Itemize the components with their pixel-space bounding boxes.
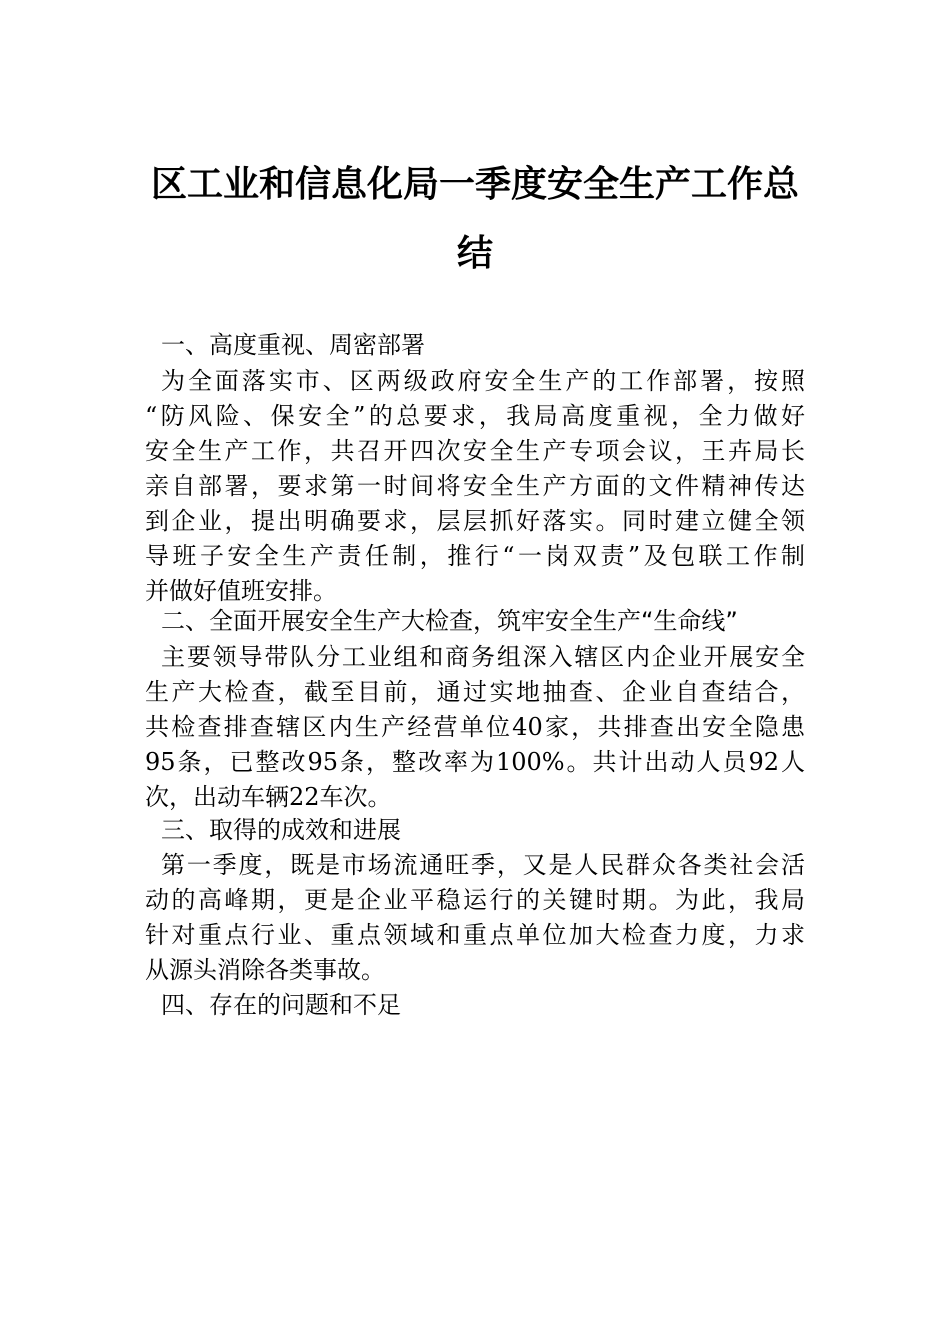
section-2-line: 主要领导带队分工业组和商务组深入辖区内企业开展安全 (161, 643, 805, 671)
section-heading-2: 二、全面开展安全生产大检查，筑牢安全生产“生命线” (161, 607, 738, 635)
section-1-line: 为全面落实市、区两级政府安全生产的工作部署，按照 (161, 367, 805, 395)
page-title-continued: 结 (456, 232, 493, 274)
section-3-line: 动的高峰期，更是企业平稳运行的关键时期。为此，我局 (145, 886, 805, 914)
section-1-line: 导班子安全生产责任制，推行“一岗双责”及包联工作制 (145, 542, 805, 570)
section-3-line: 针对重点行业、重点领域和重点单位加大检查力度，力求 (145, 921, 805, 949)
section-1-line: 到企业，提出明确要求，层层抓好落实。同时建立健全领 (145, 507, 805, 535)
section-3-line: 从源头消除各类事故。 (145, 956, 385, 984)
section-2-line: 95条，已整改95条，整改率为100%。共计出动人员92人 (145, 748, 805, 776)
section-2-line: 生产大检查，截至目前，通过实地抽查、企业自查结合， (145, 678, 805, 706)
section-heading-1: 一、高度重视、周密部署 (161, 331, 425, 359)
section-heading-4: 四、存在的问题和不足 (161, 991, 401, 1019)
section-3-line: 第一季度，既是市场流通旺季，又是人民群众各类社会活 (161, 851, 805, 879)
section-1-line: 安全生产工作，共召开四次安全生产专项会议，王卉局长 (145, 437, 805, 465)
section-2-line: 共检查排查辖区内生产经营单位40家，共排查出安全隐患 (145, 713, 805, 741)
section-1-line: “防风险、保安全”的总要求，我局高度重视，全力做好 (145, 402, 805, 430)
section-2-line: 次，出动车辆22车次。 (145, 783, 392, 811)
section-1-line: 亲自部署，要求第一时间将安全生产方面的文件精神传达 (145, 472, 805, 500)
section-heading-3: 三、取得的成效和进展 (161, 816, 401, 844)
section-1-line: 并做好值班安排。 (145, 577, 337, 605)
page-title: 区工业和信息化局一季度安全生产工作总 (150, 163, 799, 205)
